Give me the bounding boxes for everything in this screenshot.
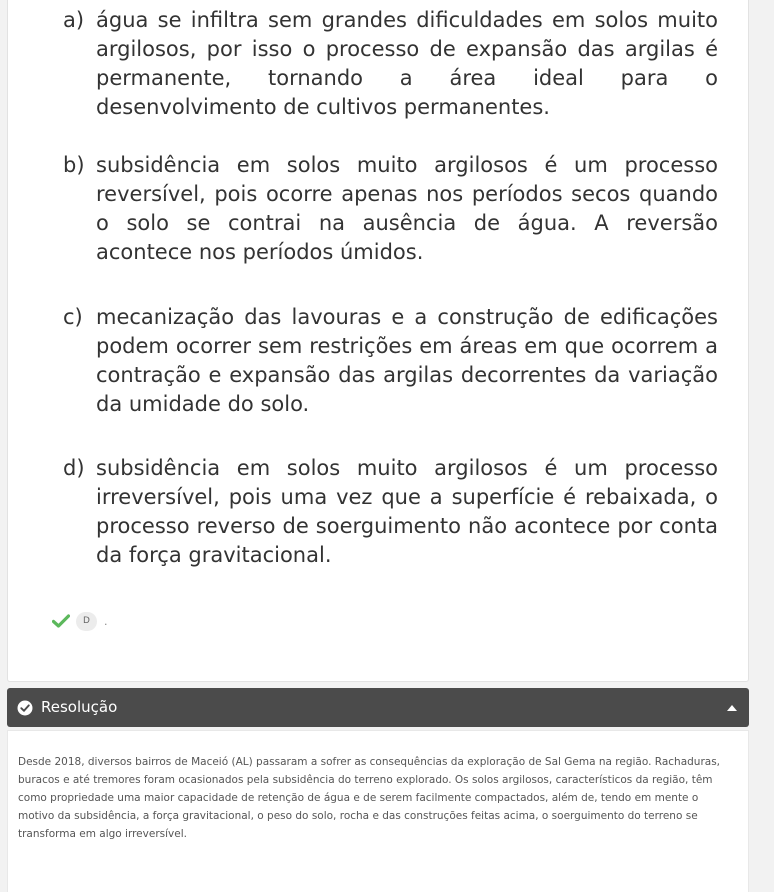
option-b	[63, 151, 718, 267]
option-letter: a)	[63, 8, 85, 32]
option-text: subsidência em solos muito argilosos é um processo irreversível, pois uma vez que a superfície é rebaixada, o processo reverso de soerguimento não acontece por conta da força gravitacional.	[96, 456, 718, 567]
resolution-body	[7, 730, 749, 892]
answer-badge: D	[76, 612, 97, 631]
option-d	[63, 454, 718, 570]
option-letter: b)	[63, 153, 85, 177]
question-card	[7, 0, 749, 682]
option-a	[63, 6, 718, 122]
resolution-title: Resolução	[41, 698, 118, 716]
check-circle-icon	[17, 700, 33, 716]
option-text: mecanização das lavouras e a construção de edificações podem ocorrer sem restrições em áreas em que ocorrem a contração e expansão das argilas decorrentes da variação da umidade do solo.	[96, 305, 718, 416]
resolution-header[interactable]	[7, 688, 749, 727]
caret-up-icon[interactable]	[727, 705, 737, 711]
option-text: subsidência em solos muito argilosos é um processo reversível, pois ocorre apenas nos períodos secos quando o solo se contrai na ausência de água. A reversão acontece nos períodos úmidos.	[96, 153, 718, 264]
option-letter: c)	[63, 305, 83, 329]
check-icon	[52, 614, 70, 628]
answer-suffix: .	[104, 615, 108, 628]
option-c	[63, 303, 718, 419]
option-letter: d)	[63, 456, 85, 480]
option-text: água se infiltra sem grandes dificuldades em solos muito argilosos, por isso o processo de expansão das argilas é permanente, tornando a área ideal para o desenvolvimento de cultivos permanentes.	[96, 8, 718, 119]
resolution-text: Desde 2018, diversos bairros de Maceió (AL) passaram a sofrer as consequências da exploração de Sal Gema na região. Rachaduras, buracos e até tremores foram ocasionados pela subsidência do terreno explorado. Os solos argilosos, característicos da região, têm como propriedade uma maior capacidade de retenção de água e de serem facilmente compactados, além de, tendo em mente o motivo da subsidência, a força gravitacional, o peso do solo, rocha e das construções feitas acima, o soerguimento do terreno se transforma em algo irreversível.	[18, 756, 721, 840]
